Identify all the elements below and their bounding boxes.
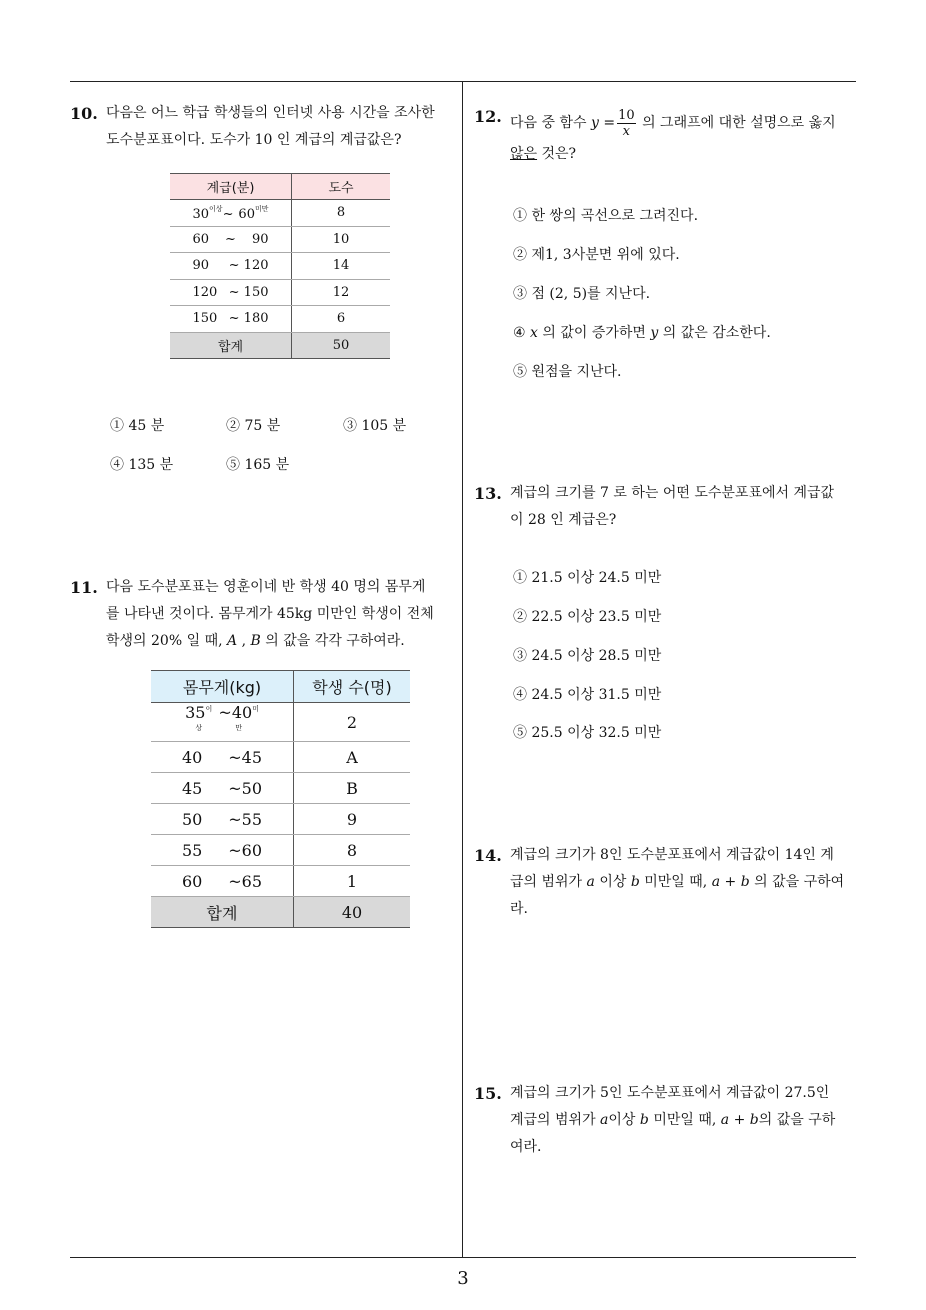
question-number: 12.	[474, 107, 502, 126]
question-line: 계급의 범위가 a이상 b 미만일 때, a + b의 값을 구하	[510, 1112, 836, 1128]
option-13-2[interactable]: ② 22.5 이상 23.5 미만	[513, 609, 662, 625]
question-text	[510, 1080, 864, 1161]
question-11	[70, 574, 460, 655]
table-header: 몸무게(kg)	[151, 671, 294, 703]
question-line: 학생의 20% 일 때, A , B 의 값을 각각 구하여라.	[106, 633, 405, 649]
question-line: 다음 도수분포표는 영훈이네 반 학생 40 명의 몸무게	[106, 579, 426, 595]
frequency-table-weight	[151, 670, 410, 928]
question-number: 14.	[474, 846, 502, 865]
question-10	[70, 100, 460, 154]
option-13-3[interactable]: ③ 24.5 이상 28.5 미만	[513, 648, 662, 664]
table-row: 120 ~ 150 12	[170, 279, 390, 306]
question-number: 15.	[474, 1084, 502, 1103]
option-10-1[interactable]: ① 45 분	[110, 418, 165, 434]
table-header: 계급(분)	[170, 174, 292, 200]
option-13-4[interactable]: ④ 24.5 이상 31.5 미만	[513, 687, 662, 703]
table-row: 60 ~65 1	[151, 866, 410, 897]
question-number: 10.	[70, 104, 98, 123]
question-line: 급의 범위가 a 이상 b 미만일 때, a + b 의 값을 구하여	[510, 874, 845, 890]
question-text	[510, 842, 864, 923]
question-line: 다음 중 함수 y = $\frac{10}{x}$ 의 그래프에 대한 설명으로 옳지	[510, 107, 836, 139]
question-14	[474, 842, 864, 923]
option-12-2[interactable]: ② 제1, 3사분면 위에 있다.	[513, 247, 680, 263]
question-line: 여라.	[510, 1139, 542, 1155]
question-line: 계급의 크기가 8인 도수분포표에서 계급값이 14인 계	[510, 847, 834, 863]
question-line: 이 28 인 계급은?	[510, 512, 617, 528]
table-total-row: 합계 40	[151, 897, 410, 928]
option-13-1[interactable]: ① 21.5 이상 24.5 미만	[513, 570, 662, 586]
option-12-1[interactable]: ① 한 쌍의 곡선으로 그려진다.	[513, 208, 699, 224]
question-line: 계급의 크기가 5인 도수분포표에서 계급값이 27.5인	[510, 1085, 830, 1101]
question-line: 계급의 크기를 7 로 하는 어떤 도수분포표에서 계급값	[510, 485, 835, 501]
bottom-rule	[70, 1257, 856, 1258]
question-number: 13.	[474, 484, 502, 503]
fraction: $\frac{10}{x}$	[618, 107, 635, 139]
table-row: $35^{이상}$ $\sim 40^{미만}$ 2	[151, 703, 410, 742]
question-line: 도수분포표이다. 도수가 10 인 계급의 계급값은?	[106, 132, 402, 148]
question-line: 다음은 어느 학급 학생들의 인터넷 사용 시간을 조사한	[106, 105, 435, 121]
question-15	[474, 1080, 864, 1161]
table-row: 50 ~55 9	[151, 804, 410, 835]
option-10-2[interactable]: ② 75 분	[226, 418, 281, 434]
table-row: 55 ~60 8	[151, 835, 410, 866]
option-12-4[interactable]: ④ x 의 값이 증가하면 y 의 값은 감소한다.	[513, 325, 771, 341]
question-text	[510, 105, 860, 168]
top-rule	[70, 81, 856, 82]
question-text	[510, 480, 860, 534]
page-number: 3	[457, 1268, 469, 1289]
table-header: 도수	[292, 174, 391, 200]
question-text	[106, 574, 460, 655]
table-total-row: 합계 50	[170, 332, 390, 359]
option-10-3[interactable]: ③ 105 분	[343, 418, 407, 434]
option-12-5[interactable]: ⑤ 원점을 지난다.	[513, 364, 622, 380]
column-divider	[462, 82, 463, 1258]
table-row: 40 ~45 A	[151, 742, 410, 773]
question-line: 를 나타낸 것이다. 몸무게가 45kg 미만인 학생이 전체	[106, 606, 434, 622]
question-12	[474, 103, 860, 168]
table-row: 150 ~ 180 6	[170, 306, 390, 333]
question-13	[474, 480, 860, 534]
table-row: 90 ~ 120 14	[170, 253, 390, 280]
table-header: 학생 수(명)	[294, 671, 411, 703]
question-line: 라.	[510, 901, 528, 917]
frequency-table-internet	[170, 173, 390, 359]
option-12-3[interactable]: ③ 점 (2, 5)를 지난다.	[513, 286, 651, 302]
option-13-5[interactable]: ⑤ 25.5 이상 32.5 미만	[513, 725, 662, 741]
table-row: $30^{이상}\sim$ $60^{미만}$ 8	[170, 200, 390, 227]
option-10-4[interactable]: ④ 135 분	[110, 457, 174, 473]
option-10-5[interactable]: ⑤ 165 분	[226, 457, 290, 473]
table-row: 45 ~50 B	[151, 773, 410, 804]
question-number: 11.	[70, 578, 98, 597]
table-row: 60 ~ 90 10	[170, 226, 390, 253]
question-text	[106, 100, 460, 154]
question-line: 않은 것은?	[510, 146, 577, 162]
